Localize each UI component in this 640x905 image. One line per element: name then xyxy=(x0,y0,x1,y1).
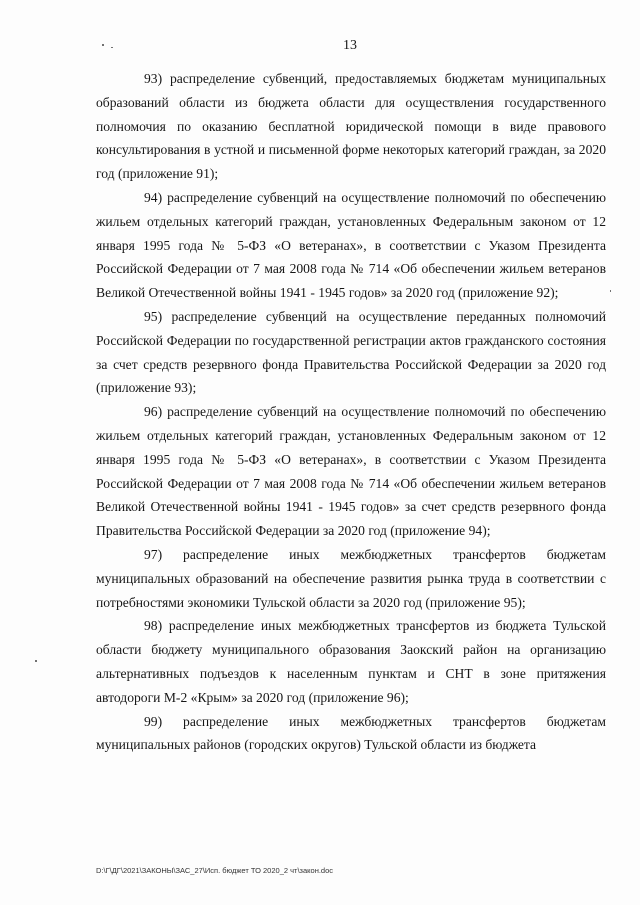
paragraph-99: 99) распределение иных межбюджетных трансфертов бюджетам муниципальных районов (городских округов) Тульской области из бюджета xyxy=(96,713,606,753)
paragraph-97: 97) распределение иных межбюджетных трансфертов бюджетам муниципальных образований на обеспечение развития рынка труда в соответствии с потребностями экономики Тульской области за 2020 год (приложение 95); xyxy=(96,546,606,610)
paragraph-95: 95) распределение субвенций на осуществление переданных полномочий Российской Федерации по государственной регистрации актов гражданского состояния за счет средств резервного фонда Правительства Российской Федерации за 2020 год (приложение 93); xyxy=(96,308,606,396)
file-path-footer: D:\Г\ДГ\2021\ЗАКОНЫ\ЗАС_27\Исп. бюджет ТО 2020_2 чт\закон.doc xyxy=(96,866,334,875)
paragraph-96: 96) распределение субвенций на осуществление полномочий по обеспечению жильем отдельных категорий граждан, установленных Федеральным законом от 12 января 1995 года № 5-ФЗ «О ветеранах», в соответствии с Указом Президента Российской Федерации от 7 мая 2008 года № 714 «Об обеспечении жильем ветеранов Великой Отечественной войны 1941 - 1945 годов» за счет средств резервного фонда Правительства Российской Федерации за 2020 год (приложение 94); xyxy=(96,404,606,539)
scan-speck xyxy=(35,660,37,662)
paragraph-98: 98) распределение иных межбюджетных трансфертов из бюджета Тульской области бюджету муниципального образования Заокский район на организацию альтернативных подъездов к населенным пунктам и СНТ в зоне притяжения автодороги М-2 «Крым» за 2020 год (приложение 96); xyxy=(96,618,606,705)
document-body xyxy=(96,67,606,757)
scan-speck xyxy=(111,47,113,48)
page-number: 13 xyxy=(343,38,357,53)
paragraph-94: 94) распределение субвенций на осуществление полномочий по обеспечению жильем отдельных категорий граждан, установленных Федеральным законом от 12 января 1995 года № 5-ФЗ «О ветеранах», в соответствии с Указом Президента Российской Федерации от 7 мая 2008 года № 714 «Об обеспечении жильем ветеранов Великой Отечественной войны 1941 - 1945 годов» за 2020 год (приложение 92); xyxy=(96,189,606,301)
scan-speck xyxy=(610,290,611,292)
paragraph-93: 93) распределение субвенций, предоставляемых бюджетам муниципальных образований области из бюджета области для осуществления государственного полномочия по оказанию бесплатной юридической помощи в виде правового консультирования в устной и письменной форме некоторых категорий граждан, за 2020 год (приложение 91); xyxy=(96,71,606,182)
scan-speck xyxy=(102,44,104,46)
